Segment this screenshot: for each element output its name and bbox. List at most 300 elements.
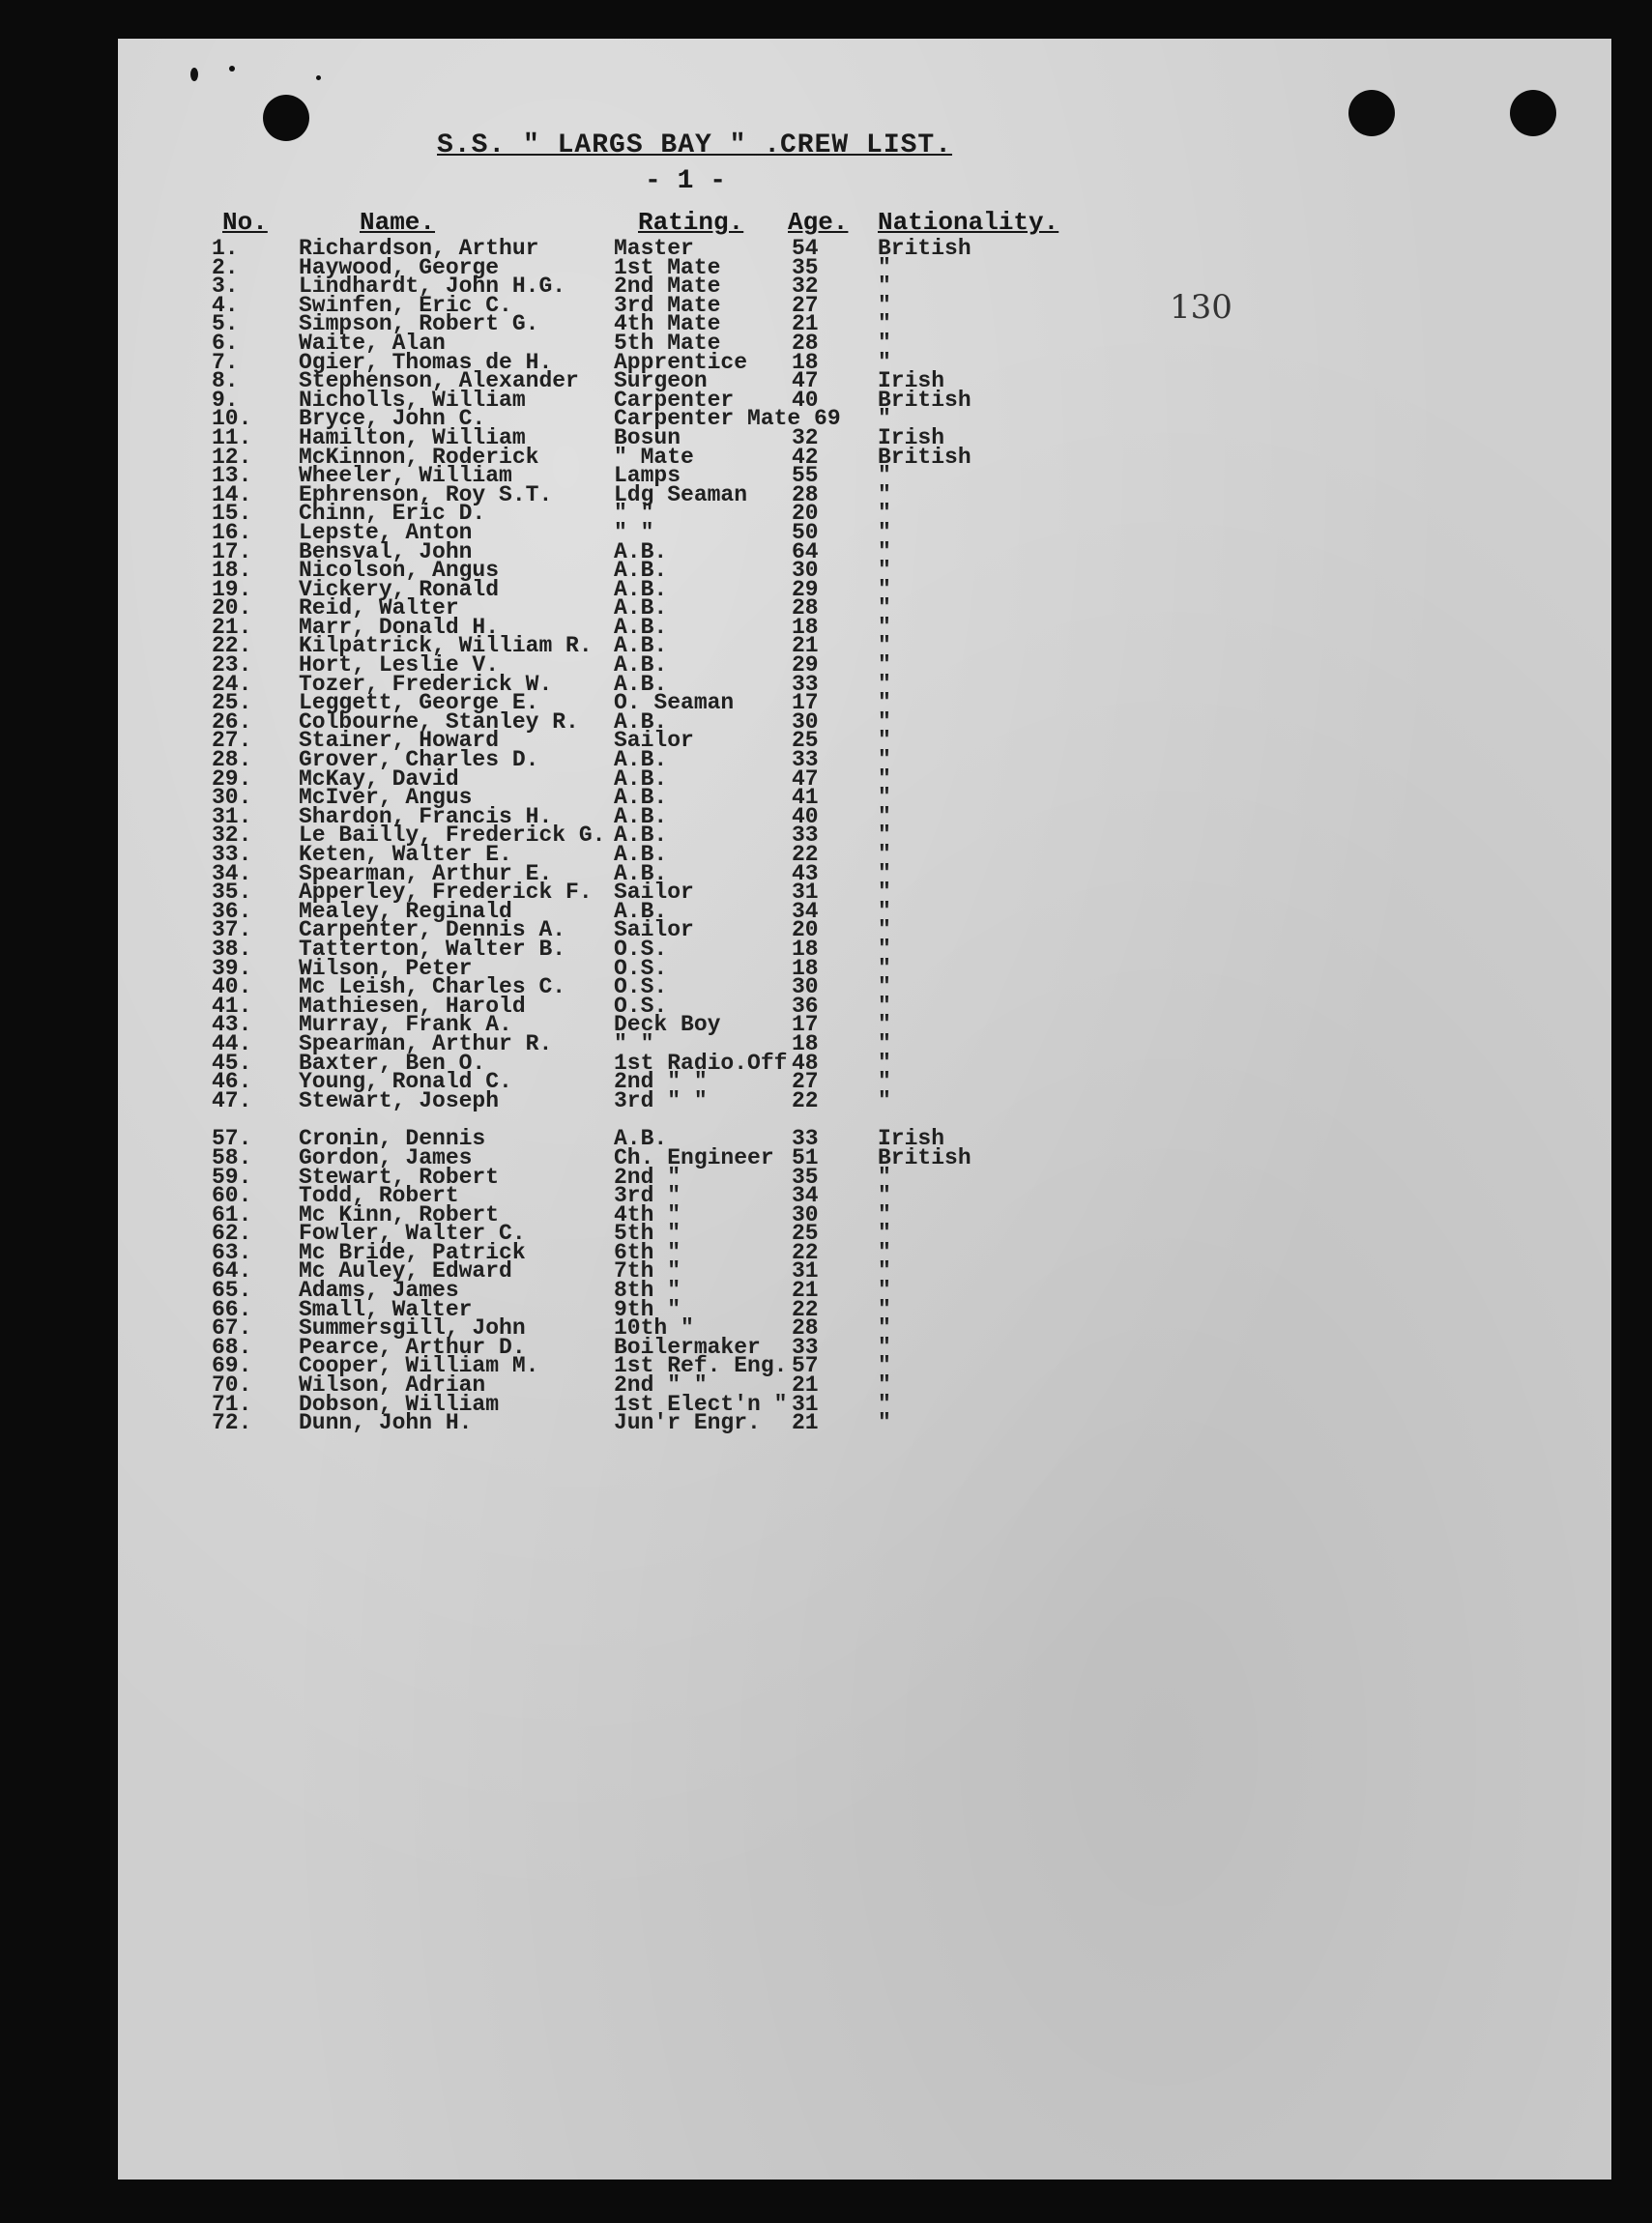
punch-hole (1510, 90, 1556, 136)
crew-rating: Lamps (614, 463, 681, 489)
crew-nationality: " (878, 1087, 891, 1113)
crew-age: 18 (792, 614, 819, 640)
crew-nationality: " (878, 558, 891, 584)
crew-name: Marr, Donald H. (299, 614, 500, 640)
crew-nationality: " (878, 1069, 891, 1095)
crew-name: Small, Walter (299, 1296, 473, 1322)
crew-nationality: " (878, 1372, 891, 1399)
row-number: 58. (212, 1144, 252, 1170)
crew-name: Fowler, Walter C. (299, 1221, 526, 1247)
row-number: 45. (212, 1050, 252, 1076)
crew-name: Apperley, Frederick F. (299, 880, 593, 906)
crew-rating: A.B. (614, 558, 668, 584)
crew-rating: Sailor (614, 880, 694, 906)
crew-age: 18 (792, 955, 819, 981)
row-number: 33. (212, 842, 252, 867)
crew-nationality: " (878, 311, 891, 337)
table-row (118, 1410, 1611, 1436)
crew-nationality: " (878, 349, 891, 375)
row-number: 47. (212, 1087, 252, 1113)
crew-nationality: " (878, 1012, 891, 1038)
crew-rating: A.B. (614, 538, 668, 564)
crew-nationality: " (878, 481, 891, 507)
crew-rating: Apprentice (614, 349, 748, 375)
crew-rating: " " (614, 519, 654, 545)
crew-name: Nicolson, Angus (299, 558, 500, 584)
crew-rating: 5th " (614, 1221, 681, 1247)
crew-age: 29 (792, 652, 819, 678)
crew-rating: 2nd " " (614, 1069, 708, 1095)
crew-age: 28 (792, 481, 819, 507)
crew-name: Wilson, Peter (299, 955, 473, 981)
crew-name: Mealey, Reginald (299, 898, 512, 924)
crew-nationality: " (878, 690, 891, 716)
crew-nationality: " (878, 993, 891, 1019)
crew-rating: 4th Mate (614, 311, 721, 337)
crew-rating: O.S. (614, 993, 668, 1019)
crew-name: Todd, Robert (299, 1183, 459, 1209)
crew-nationality: " (878, 292, 891, 318)
crew-age: 27 (792, 292, 819, 318)
crew-nationality: " (878, 576, 891, 602)
crew-rating: Master (614, 236, 694, 261)
row-number: 67. (212, 1315, 252, 1342)
crew-age: 21 (792, 633, 819, 659)
crew-age: 22 (792, 1239, 819, 1265)
crew-age: 33 (792, 1334, 819, 1360)
crew-age: 30 (792, 558, 819, 584)
crew-rating: Sailor (614, 917, 694, 943)
crew-age: 55 (792, 463, 819, 489)
crew-age: 28 (792, 330, 819, 356)
crew-rating: " " (614, 1030, 654, 1056)
crew-nationality: " (878, 955, 891, 981)
crew-age: 32 (792, 274, 819, 300)
crew-nationality: " (878, 860, 891, 886)
crew-age: 28 (792, 595, 819, 621)
crew-nationality: " (878, 406, 891, 432)
crew-age: 22 (792, 1296, 819, 1322)
row-number: 44. (212, 1030, 252, 1056)
crew-name: Ephrenson, Roy S.T. (299, 481, 553, 507)
crew-age: 20 (792, 917, 819, 943)
crew-nationality: " (878, 1183, 891, 1209)
crew-age: 50 (792, 519, 819, 545)
stamp-number: 130 (1170, 288, 1232, 327)
crew-rating: 5th Mate (614, 330, 721, 356)
crew-name: Reid, Walter (299, 595, 459, 621)
crew-nationality: " (878, 652, 891, 678)
crew-age: 27 (792, 1069, 819, 1095)
crew-nationality: " (878, 842, 891, 867)
row-number: 63. (212, 1239, 252, 1265)
row-number: 37. (212, 917, 252, 943)
crew-nationality: " (878, 823, 891, 849)
row-number: 40. (212, 974, 252, 1000)
crew-nationality: " (878, 803, 891, 829)
crew-rating: 9th " (614, 1296, 681, 1322)
crew-name: Baxter, Ben O. (299, 1050, 486, 1076)
crew-age: 34 (792, 1183, 819, 1209)
crew-name: Summersgill, John (299, 1315, 526, 1342)
row-number: 68. (212, 1334, 252, 1360)
punch-hole (1348, 90, 1395, 136)
crew-nationality: " (878, 1353, 891, 1379)
crew-nationality: " (878, 595, 891, 621)
crew-rating: Bosun (614, 424, 681, 450)
crew-nationality: " (878, 1296, 891, 1322)
row-number: 5. (212, 311, 239, 337)
row-number: 65. (212, 1278, 252, 1304)
crew-name: Hamilton, William (299, 424, 526, 450)
crew-rating: Carpenter (614, 387, 735, 413)
crew-age: 41 (792, 785, 819, 811)
crew-age: 47 (792, 368, 819, 394)
crew-nationality: " (878, 974, 891, 1000)
crew-name: Keten, Walter E. (299, 842, 512, 867)
crew-name: Vickery, Ronald (299, 576, 500, 602)
crew-rating: A.B. (614, 633, 668, 659)
crew-nationality: " (878, 1050, 891, 1076)
crew-rating: 1st Elect'n " (614, 1391, 788, 1417)
crew-name: Mc Leish, Charles C. (299, 974, 566, 1000)
crew-rating: 2nd Mate (614, 274, 721, 300)
crew-age: 43 (792, 860, 819, 886)
crew-name: Simpson, Robert G. (299, 311, 539, 337)
crew-name: Gordon, James (299, 1144, 473, 1170)
crew-rating: O. Seaman (614, 690, 735, 716)
crew-age: 30 (792, 974, 819, 1000)
row-number: 10. (212, 406, 252, 432)
crew-nationality: British (878, 387, 971, 413)
crew-rating: 2nd " " (614, 1372, 708, 1399)
crew-nationality: " (878, 785, 891, 811)
header-name: Name. (360, 208, 436, 237)
crew-rating: 4th " (614, 1201, 681, 1227)
row-number: 28. (212, 747, 252, 773)
row-number: 71. (212, 1391, 252, 1417)
row-number: 9. (212, 387, 239, 413)
crew-nationality: " (878, 1278, 891, 1304)
crew-rating: O.S. (614, 974, 668, 1000)
document-page (118, 39, 1611, 2180)
crew-nationality: " (878, 1410, 891, 1436)
crew-name: Chinn, Eric D. (299, 501, 486, 527)
crew-rating: A.B. (614, 898, 668, 924)
crew-age: 33 (792, 671, 819, 697)
row-number: 25. (212, 690, 252, 716)
crew-name: Adams, James (299, 1278, 459, 1304)
crew-nationality: " (878, 501, 891, 527)
crew-age: 18 (792, 936, 819, 962)
crew-name: Hort, Leslie V. (299, 652, 500, 678)
crew-age: 31 (792, 880, 819, 906)
header-no: No. (222, 208, 268, 237)
crew-age: 22 (792, 842, 819, 867)
row-number: 27. (212, 728, 252, 754)
row-number: 46. (212, 1069, 252, 1095)
crew-age: 21 (792, 1278, 819, 1304)
crew-name: Stainer, Howard (299, 728, 500, 754)
crew-age: 33 (792, 823, 819, 849)
crew-nationality: " (878, 1334, 891, 1360)
crew-nationality: " (878, 728, 891, 754)
crew-age: 21 (792, 1372, 819, 1399)
crew-name: Swinfen, Eric C. (299, 292, 512, 318)
crew-nationality: Irish (878, 368, 945, 394)
crew-rating: A.B. (614, 595, 668, 621)
crew-age: 21 (792, 311, 819, 337)
crew-name: Mc Auley, Edward (299, 1258, 512, 1285)
crew-nationality: " (878, 708, 891, 735)
crew-nationality: " (878, 917, 891, 943)
ink-speck (316, 75, 321, 80)
crew-nationality: " (878, 1315, 891, 1342)
crew-nationality: Irish (878, 424, 945, 450)
crew-age: 35 (792, 254, 819, 280)
row-number: 36. (212, 898, 252, 924)
table-row (118, 1087, 1611, 1113)
crew-name: Colbourne, Stanley R. (299, 708, 579, 735)
crew-name: Tozer, Frederick W. (299, 671, 553, 697)
crew-rating: 1st Ref. Eng. (614, 1353, 788, 1379)
crew-nationality: " (878, 330, 891, 356)
row-number: 24. (212, 671, 252, 697)
crew-rating: 6th " (614, 1239, 681, 1265)
crew-rating: A.B. (614, 614, 668, 640)
crew-age: 57 (792, 1353, 819, 1379)
row-number: 20. (212, 595, 252, 621)
crew-age: 17 (792, 1012, 819, 1038)
row-number: 22. (212, 633, 252, 659)
crew-name: Carpenter, Dennis A. (299, 917, 566, 943)
row-number: 23. (212, 652, 252, 678)
row-number: 72. (212, 1410, 252, 1436)
crew-age: 48 (792, 1050, 819, 1076)
crew-nationality: " (878, 936, 891, 962)
crew-nationality: British (878, 236, 971, 261)
crew-nationality: British (878, 1144, 971, 1170)
crew-rating: 10th " (614, 1315, 694, 1342)
crew-age: 36 (792, 993, 819, 1019)
crew-age: 47 (792, 765, 819, 792)
crew-nationality: " (878, 1221, 891, 1247)
row-number: 32. (212, 823, 252, 849)
crew-rating: Sailor (614, 728, 694, 754)
crew-rating: Surgeon (614, 368, 708, 394)
row-number: 66. (212, 1296, 252, 1322)
crew-name: Mc Kinn, Robert (299, 1201, 500, 1227)
row-number: 8. (212, 368, 239, 394)
crew-rating: O.S. (614, 936, 668, 962)
crew-age: 28 (792, 1315, 819, 1342)
crew-rating: A.B. (614, 823, 668, 849)
crew-rating: Carpenter Mate 69 (614, 406, 841, 432)
crew-rating: 8th " (614, 1278, 681, 1304)
list-title: CREW LIST. (780, 130, 953, 160)
row-number: 34. (212, 860, 252, 886)
crew-age: 40 (792, 387, 819, 413)
crew-age: 25 (792, 728, 819, 754)
crew-name: Dunn, John H. (299, 1410, 473, 1436)
row-number: 61. (212, 1201, 252, 1227)
crew-nationality: " (878, 747, 891, 773)
crew-nationality: " (878, 765, 891, 792)
header-age: Age. (788, 208, 849, 237)
row-number: 31. (212, 803, 252, 829)
crew-age: 51 (792, 1144, 819, 1170)
crew-rating: Deck Boy (614, 1012, 721, 1038)
crew-rating: 7th " (614, 1258, 681, 1285)
header-rating: Rating. (638, 208, 744, 237)
crew-age: 33 (792, 747, 819, 773)
crew-name: Lepste, Anton (299, 519, 473, 545)
crew-age: 22 (792, 1087, 819, 1113)
row-number: 3. (212, 274, 239, 300)
crew-age: 21 (792, 1410, 819, 1436)
crew-age: 35 (792, 1164, 819, 1190)
crew-rating: A.B. (614, 765, 668, 792)
row-number: 41. (212, 993, 252, 1019)
ship-name: S.S. " LARGS BAY " . (437, 130, 782, 160)
ink-speck (229, 66, 235, 72)
crew-name: Wilson, Adrian (299, 1372, 486, 1399)
crew-age: 30 (792, 1201, 819, 1227)
crew-nationality: " (878, 463, 891, 489)
row-number: 59. (212, 1164, 252, 1190)
row-number: 35. (212, 880, 252, 906)
crew-name: Waite, Alan (299, 330, 446, 356)
crew-rating: A.B. (614, 803, 668, 829)
crew-rating: A.B. (614, 708, 668, 735)
row-number: 69. (212, 1353, 252, 1379)
row-number: 43. (212, 1012, 252, 1038)
row-number: 11. (212, 424, 252, 450)
crew-nationality: " (878, 880, 891, 906)
row-number: 17. (212, 538, 252, 564)
crew-name: McKinnon, Roderick (299, 444, 539, 470)
crew-name: McIver, Angus (299, 785, 473, 811)
row-number: 1. (212, 236, 239, 261)
crew-rating: " Mate (614, 444, 694, 470)
crew-nationality: " (878, 254, 891, 280)
crew-rating: " " (614, 501, 654, 527)
crew-rating: A.B. (614, 860, 668, 886)
crew-rating: O.S. (614, 955, 668, 981)
crew-name: Haywood, George (299, 254, 500, 280)
crew-nationality: " (878, 274, 891, 300)
punch-hole (263, 95, 309, 141)
crew-name: Tatterton, Walter B. (299, 936, 566, 962)
crew-name: Spearman, Arthur R. (299, 1030, 553, 1056)
crew-nationality: " (878, 1030, 891, 1056)
crew-rating: 1st Radio.Off (614, 1050, 788, 1076)
row-number: 18. (212, 558, 252, 584)
crew-rating: 3rd Mate (614, 292, 721, 318)
row-number: 19. (212, 576, 252, 602)
crew-rating: 3rd " " (614, 1087, 708, 1113)
page-number: - 1 - (645, 166, 727, 196)
crew-name: Stewart, Robert (299, 1164, 500, 1190)
crew-rating: 3rd " (614, 1183, 681, 1209)
crew-rating: Boilermaker (614, 1334, 761, 1360)
crew-age: 32 (792, 424, 819, 450)
crew-age: 17 (792, 690, 819, 716)
row-number: 60. (212, 1183, 252, 1209)
crew-rating: Jun'r Engr. (614, 1410, 761, 1436)
crew-name: Shardon, Francis H. (299, 803, 553, 829)
row-number: 62. (212, 1221, 252, 1247)
row-number: 64. (212, 1258, 252, 1285)
crew-nationality: Irish (878, 1126, 945, 1152)
row-number: 38. (212, 936, 252, 962)
crew-name: Mc Bride, Patrick (299, 1239, 526, 1265)
crew-nationality: " (878, 538, 891, 564)
row-number: 6. (212, 330, 239, 356)
row-number: 16. (212, 519, 252, 545)
crew-rating: A.B. (614, 576, 668, 602)
crew-rating: A.B. (614, 1126, 668, 1152)
crew-rating: 1st Mate (614, 254, 721, 280)
crew-table (118, 236, 1611, 1436)
row-number: 14. (212, 481, 252, 507)
crew-nationality: " (878, 1391, 891, 1417)
row-number: 2. (212, 254, 239, 280)
row-number: 12. (212, 444, 252, 470)
crew-name: Ogier, Thomas de H. (299, 349, 553, 375)
crew-age: 34 (792, 898, 819, 924)
crew-nationality: " (878, 519, 891, 545)
crew-age: 25 (792, 1221, 819, 1247)
crew-age: 40 (792, 803, 819, 829)
row-number: 57. (212, 1126, 252, 1152)
crew-name: Murray, Frank A. (299, 1012, 512, 1038)
crew-age: 64 (792, 538, 819, 564)
crew-rating: A.B. (614, 671, 668, 697)
crew-name: McKay, David (299, 765, 459, 792)
row-number: 26. (212, 708, 252, 735)
row-number: 7. (212, 349, 239, 375)
crew-age: 42 (792, 444, 819, 470)
crew-age: 18 (792, 1030, 819, 1056)
crew-name: Richardson, Arthur (299, 236, 539, 261)
crew-rating: 2nd " (614, 1164, 681, 1190)
row-number: 15. (212, 501, 252, 527)
crew-name: Cooper, William M. (299, 1353, 539, 1379)
crew-name: Young, Ronald C. (299, 1069, 512, 1095)
crew-nationality: " (878, 1201, 891, 1227)
table-header (118, 208, 1611, 237)
row-number: 29. (212, 765, 252, 792)
row-number: 21. (212, 614, 252, 640)
crew-name: Pearce, Arthur D. (299, 1334, 526, 1360)
crew-name: Leggett, George E. (299, 690, 539, 716)
crew-name: Cronin, Dennis (299, 1126, 486, 1152)
crew-name: Stephenson, Alexander (299, 368, 579, 394)
row-number: 39. (212, 955, 252, 981)
crew-name: Kilpatrick, William R. (299, 633, 593, 659)
crew-rating: A.B. (614, 842, 668, 867)
crew-name: Le Bailly, Frederick G. (299, 823, 606, 849)
crew-name: Bryce, John C. (299, 406, 486, 432)
crew-nationality: " (878, 1258, 891, 1285)
crew-rating: Ch. Engineer (614, 1144, 774, 1170)
crew-age: 20 (792, 501, 819, 527)
crew-nationality: " (878, 633, 891, 659)
row-number: 30. (212, 785, 252, 811)
crew-name: Nicholls, William (299, 387, 526, 413)
crew-name: Bensval, John (299, 538, 473, 564)
